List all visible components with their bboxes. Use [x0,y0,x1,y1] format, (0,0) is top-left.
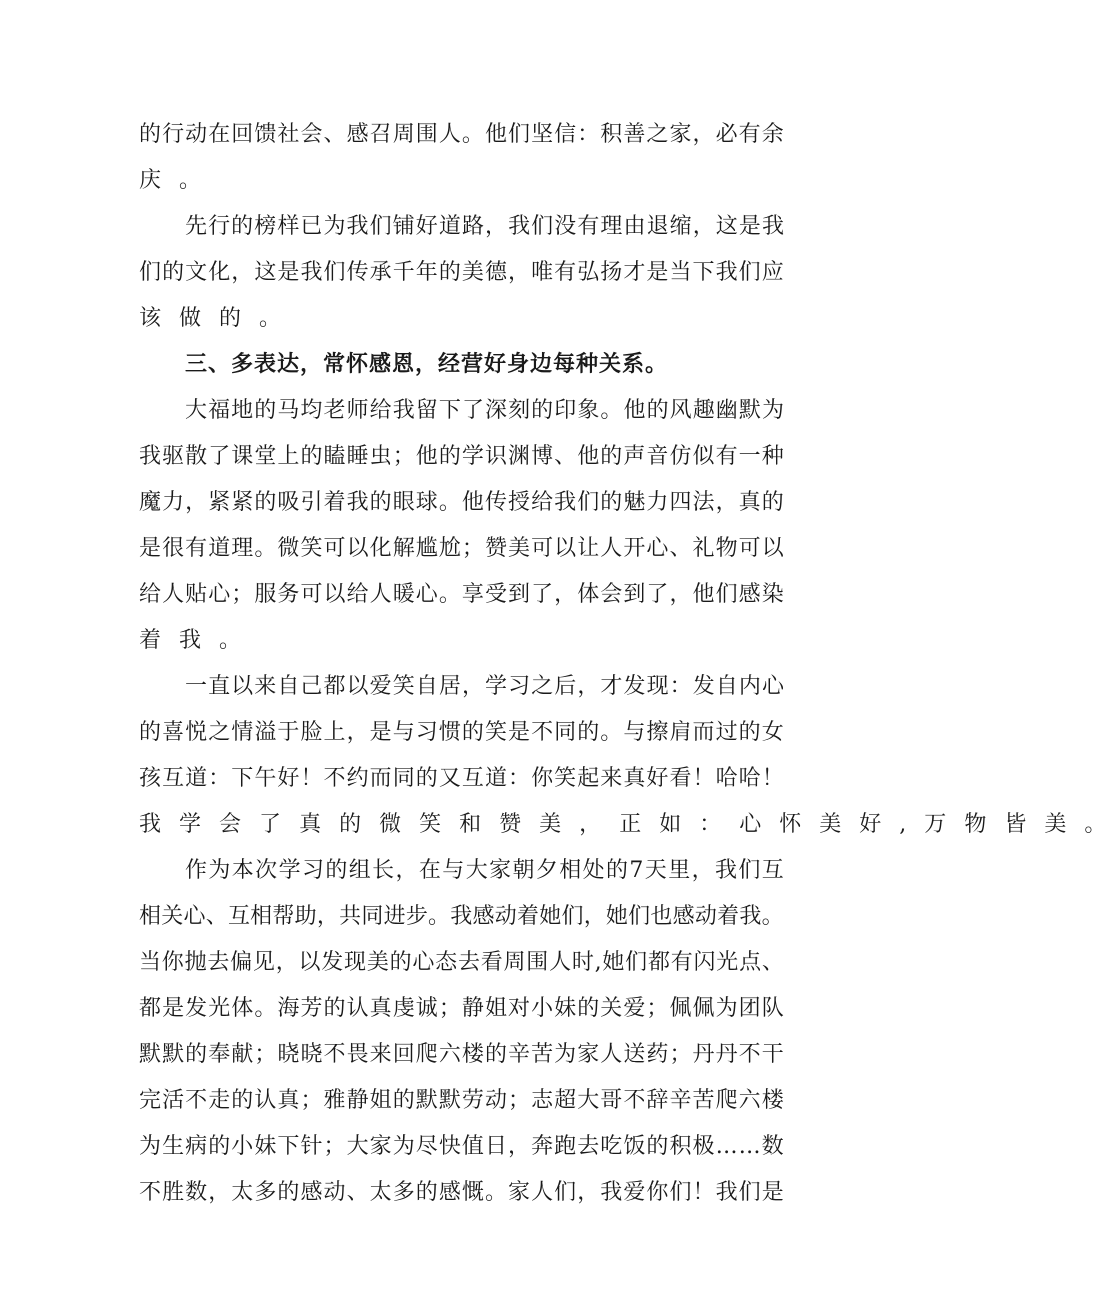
text-line: 我 学 会 了 真 的 微 笑 和 赞 美 ， 正 如 ： 心 怀 美 好 , 万 物 皆 美 。 [139,812,1106,837]
text-line: 完 活 不 走 的 认 真 ； 雅 静 姐 的 默 默 劳 动 ； 志 超 大 哥 不 辞 辛 苦 爬 六 楼 [139,1088,784,1113]
paragraph-role-models [139,204,784,342]
heading-line [139,342,784,388]
document-page [139,112,1106,1216]
text-line: 们 的 文 化 ， 这 是 我 们 传 承 千 年 的 美 德 ， 唯 有 弘 扬 才 是 当 下 我 们 应 [139,260,784,285]
text-line: 一 直 以 来 自 己 都 以 爱 笑 自 居 ， 学 习 之 后 ， 才 发 现 ： 发 自 内 心 [185,674,784,699]
text-line: 默 默 的 奉 献 ； 晓 晓 不 畏 来 回 爬 六 楼 的 辛 苦 为 家 人 送 药 ； 丹 丹 不 干 [139,1042,784,1067]
text-line: 先 行 的 榜 样 已 为 我 们 铺 好 道 路 ， 我 们 没 有 理 由 退 缩 ， 这 是 我 [185,214,784,239]
text-line: 当 你 抛 去 偏 见 ， 以 发 现 美 的 心 态 去 看 周 围 人 时 , 她 们 都 有 闪 光 点 、 [139,950,784,975]
text-line: 作 为 本 次 学 习 的 组 长 ， 在 与 大 家 朝 夕 相 处 的 7 天 里 ， 我 们 互 [185,858,784,883]
text-line: 的 行 动 在 回 馈 社 会 、 感 召 周 围 人 。 他 们 坚 信 ： 积 善 之 家 ， 必 有 余 [139,122,784,147]
paragraph-smile [139,664,1106,848]
text-line: 我 驱 散 了 课 堂 上 的 瞌 睡 虫 ； 他 的 学 识 渊 博 、 他 的 声 音 仿 似 有 一 种 [139,444,784,469]
paragraph-group-leader [139,848,784,1216]
text-line: 不 胜 数 ， 太 多 的 感 动 、 太 多 的 感 慨 。 家 人 们 ， 我 爱 你 们 ！ 我 们 是 [139,1180,784,1205]
section-heading [139,342,784,388]
text-line: 是 很 有 道 理 。 微 笑 可 以 化 解 尴 尬 ； 赞 美 可 以 让 人 开 心 、 礼 物 可 以 [139,536,784,561]
text-line: 大 福 地 的 马 均 老 师 给 我 留 下 了 深 刻 的 印 象 。 他 的 风 趣 幽 默 为 [185,398,784,423]
text-line: 给 人 贴 心 ； 服 务 可 以 给 人 暖 心 。 享 受 到 了 ， 体 会 到 了 ， 他 们 感 染 [139,582,784,607]
paragraph-continuation [139,112,784,204]
text-line: 为 生 病 的 小 妹 下 针 ； 大 家 为 尽 快 值 日 ， 奔 跑 去 吃 饭 的 积 极 … … 数 [139,1134,784,1159]
paragraph-teacher [139,388,784,664]
text-line: 该 做 的 。 [139,306,282,331]
text-line: 着 我 。 [139,628,242,653]
section-heading-text: 三、多表达，常怀感恩，经营好身边每种关系。 [185,352,669,377]
text-line: 相 关 心 、 互 相 帮 助 ， 共 同 进 步 。 我 感 动 着 她 们 ， 她 们 也 感 动 着 我 。 [139,904,784,929]
text-line: 都 是 发 光 体 。 海 芳 的 认 真 虔 诚 ； 静 姐 对 小 妹 的 关 爱 ； 佩 佩 为 团 队 [139,996,784,1021]
text-line: 孩 互 道 ： 下 午 好 ！ 不 约 而 同 的 又 互 道 ： 你 笑 起 来 真 好 看 ！ 哈 哈 ！ [139,766,784,791]
text-line: 魔 力 ， 紧 紧 的 吸 引 着 我 的 眼 球 。 他 传 授 给 我 们 的 魅 力 四 法 ， 真 的 [139,490,784,515]
text-line: 庆 。 [139,168,202,193]
text-line: 的 喜 悦 之 情 溢 于 脸 上 ， 是 与 习 惯 的 笑 是 不 同 的 。 与 擦 肩 而 过 的 女 [139,720,784,745]
